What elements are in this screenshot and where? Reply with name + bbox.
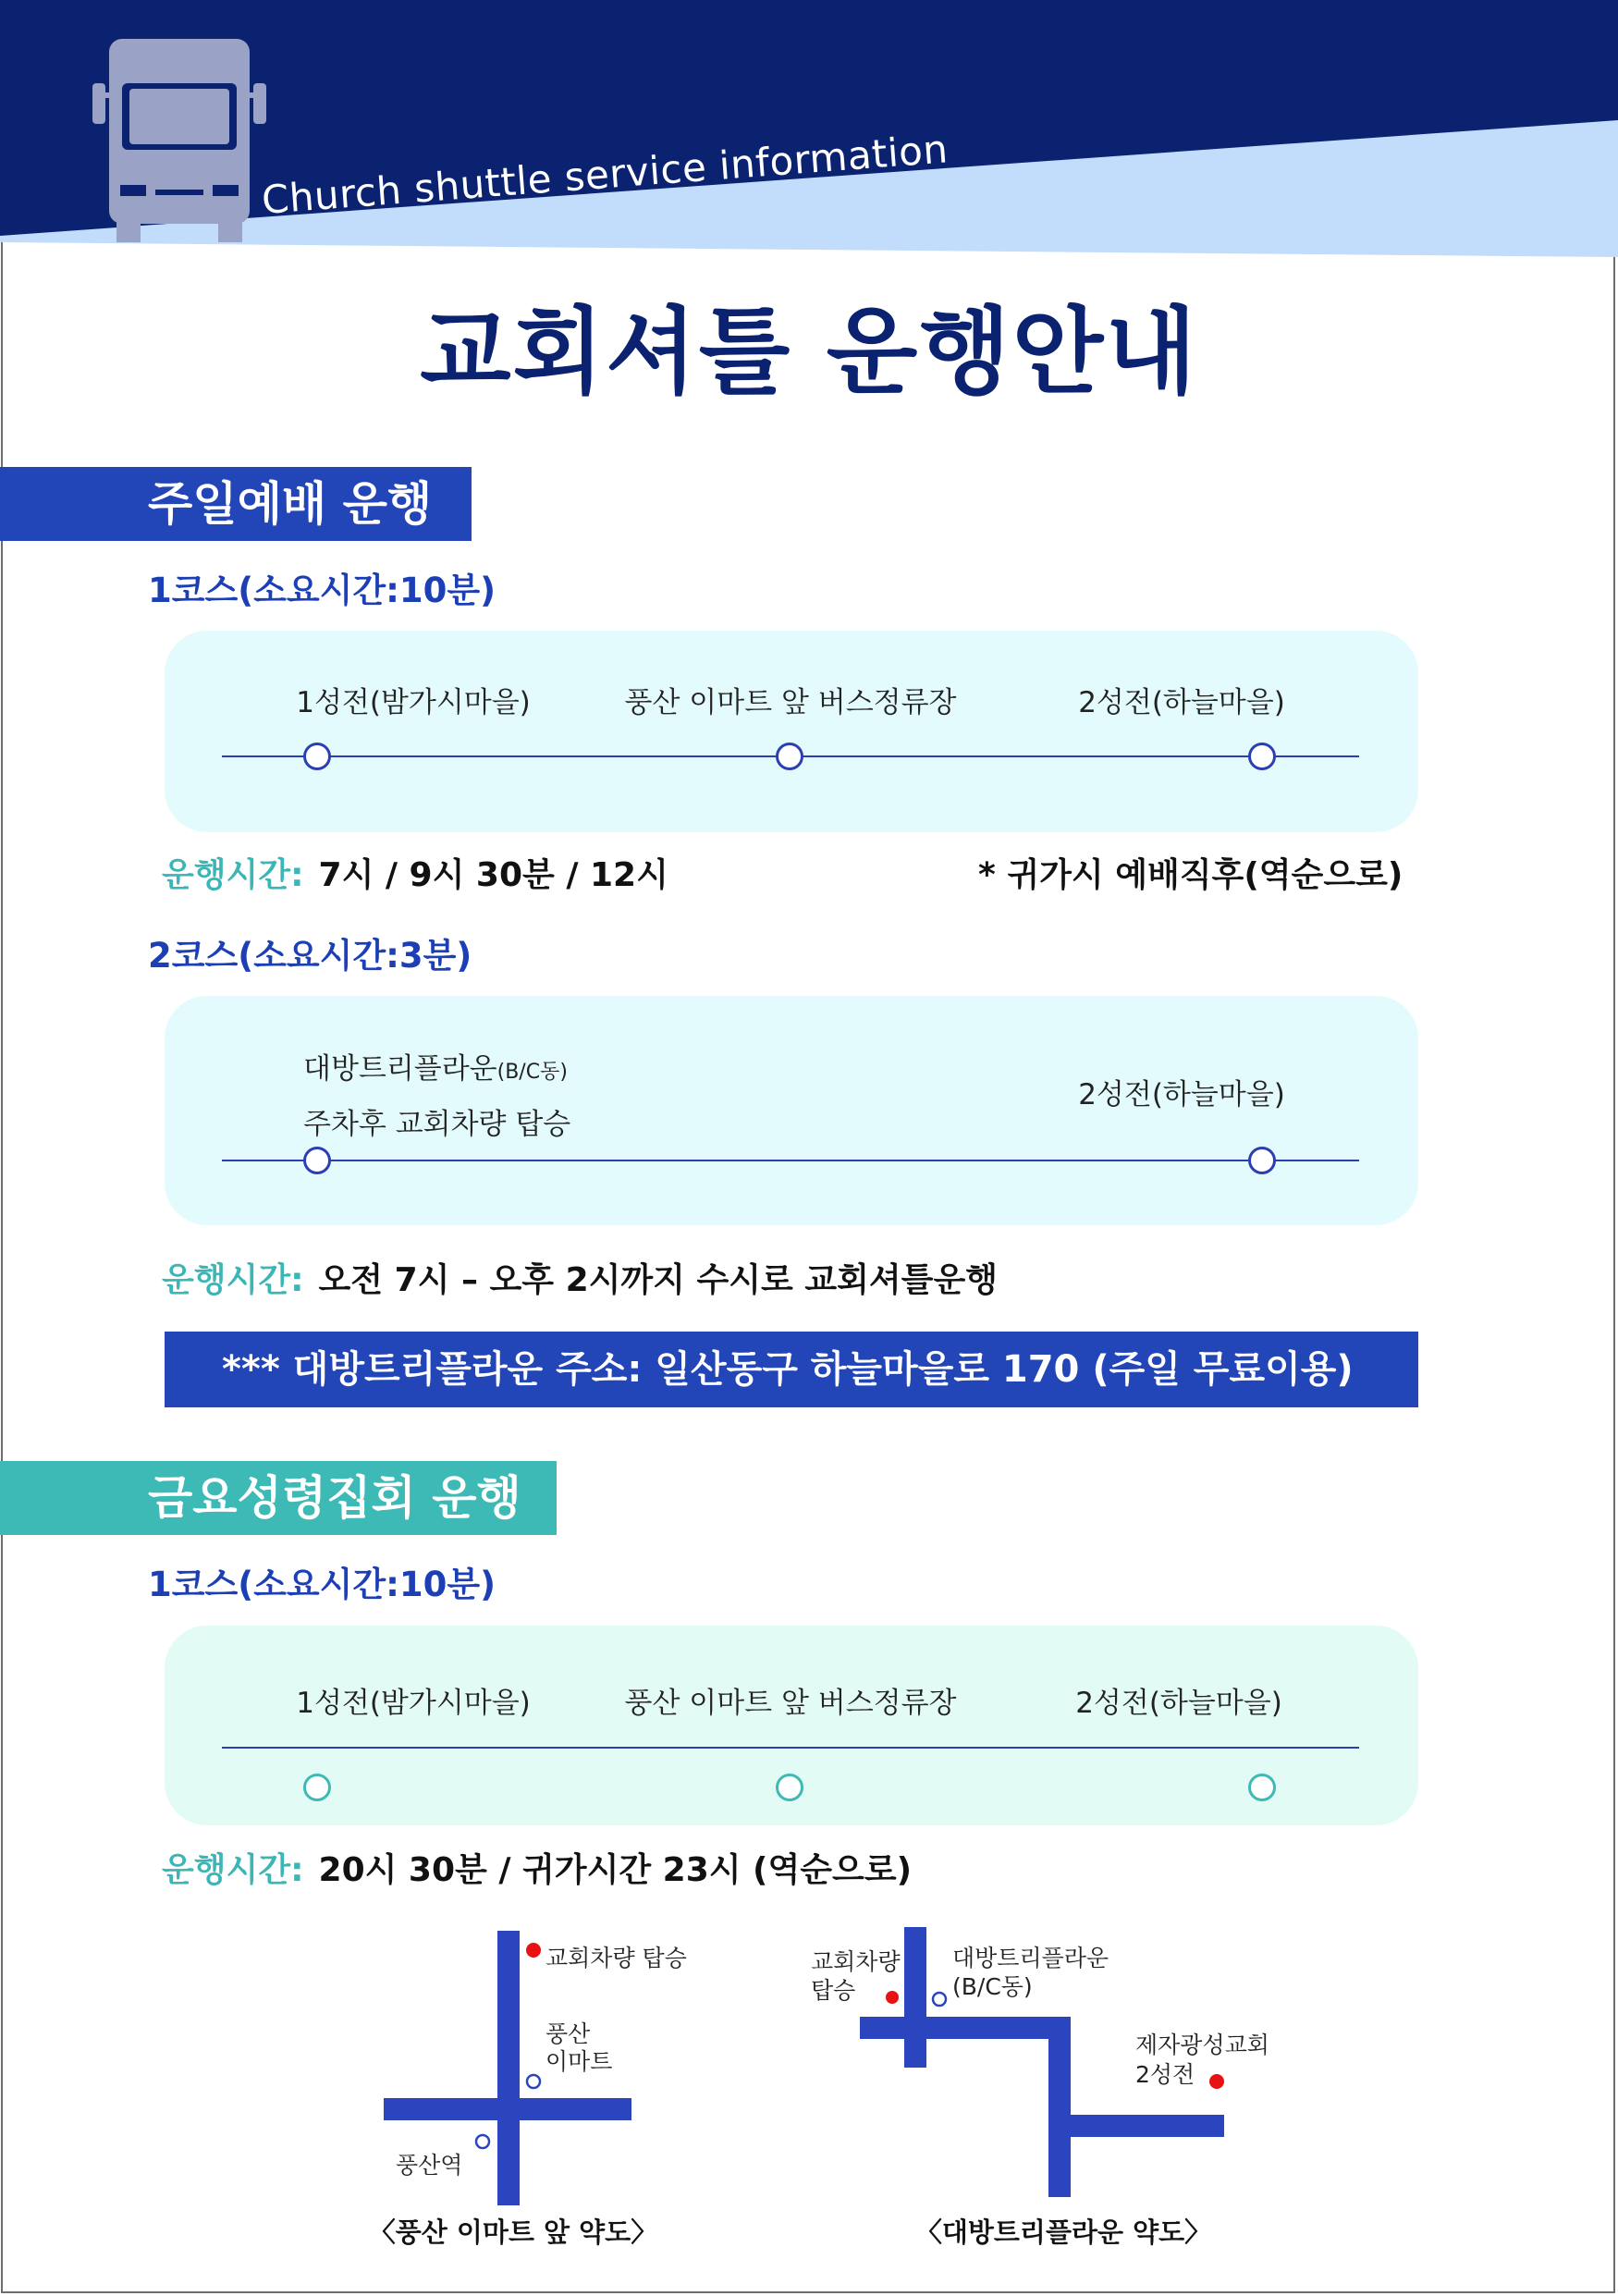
map-1-pickup-marker: [526, 1943, 541, 1958]
time-label: 운행시간:: [162, 1261, 304, 1299]
map-1-emart-marker: [527, 2075, 540, 2088]
map-2-church-label-line1: 제자광성교회: [1135, 2032, 1269, 2058]
map-2-church-marker: [1209, 2074, 1224, 2089]
map-1-station-marker: [476, 2135, 489, 2148]
friday-course1-route-line: [222, 1747, 1359, 1749]
route-stop-circle: [776, 743, 803, 770]
route-stop-circle: [303, 743, 331, 770]
map-1-caption: 〈풍산 이마트 앞 약도〉: [368, 2216, 658, 2248]
route-stop-circle: [1248, 743, 1276, 770]
page-title: 교회셔틀 운행안내: [420, 298, 1198, 408]
map-1-emart-label-line2: 이마트: [545, 2048, 613, 2075]
friday-course1-stop-1: 1성전(밤가시마을): [296, 1687, 531, 1720]
map-1-emart-label-line1: 풍산: [545, 2020, 591, 2047]
map-2-apt-label-line1: 대방트리플라운: [952, 1945, 1109, 1971]
sunday-course2-stop-2: 2성전(하늘마을): [1078, 1078, 1285, 1111]
return-note: * 귀가시 예배직후(역순으로): [978, 856, 1403, 894]
address-note-bar: *** 대방트리플라운 주소: 일산동구 하늘마을로 170 (주일 무료이용): [165, 1332, 1418, 1407]
route-stop-circle: [1248, 1774, 1276, 1801]
sunday-course1-stop-3: 2성전(하늘마을): [1078, 686, 1285, 719]
sunday-course1-route-box: [165, 631, 1418, 832]
map-1-station-label: 풍산역: [396, 2152, 463, 2179]
sunday-course1-stop-2: 풍산 이마트 앞 버스정류장: [624, 686, 957, 719]
route-stop-circle: [776, 1774, 803, 1801]
time-value: 7시 / 9시 30분 / 12시: [318, 856, 668, 894]
sunday-course2-time: [162, 1254, 998, 1301]
map-2-pickup-marker: [886, 1991, 899, 2004]
sunday-course2-stop-1-note: 주차후 교회차량 탑승: [303, 1108, 571, 1141]
sunday-course2-title: 2코스(소요시간:3분): [148, 936, 472, 976]
time-label: 운행시간:: [162, 1851, 304, 1889]
time-value: 20시 30분 / 귀가시간 23시 (역순으로): [318, 1851, 913, 1889]
time-value: 오전 7시 – 오후 2시까지 수시로 교회셔틀운행: [318, 1261, 999, 1299]
sunday-course2-route-line: [222, 1160, 1359, 1161]
section-title-friday: 금요성령집회 운행: [0, 1461, 557, 1535]
map-2-pickup-label-line1: 교회차량: [811, 1948, 901, 1975]
time-label: 운행시간:: [162, 856, 304, 894]
route-stop-circle: [1248, 1147, 1276, 1174]
friday-course1-time: [162, 1844, 912, 1891]
header-banner: [0, 0, 1618, 268]
map-1-pickup-label: 교회차량 탑승: [545, 1945, 687, 1971]
friday-course1-stop-2: 풍산 이마트 앞 버스정류장: [624, 1687, 957, 1720]
friday-course1-stop-3: 2성전(하늘마을): [1075, 1687, 1282, 1720]
route-stop-circle: [303, 1147, 331, 1174]
sunday-course1-stop-1: 1성전(밤가시마을): [296, 686, 531, 719]
sunday-course2-stop-1: [303, 1045, 568, 1087]
stop-suffix: (B/C동): [496, 1061, 568, 1084]
map-2-pickup-label-line2: 탑승: [811, 1977, 856, 2004]
stop-name: 대방트리플라운: [303, 1052, 497, 1086]
route-stop-circle: [303, 1774, 331, 1801]
friday-course1-title: 1코스(소요시간:10분): [148, 1565, 496, 1604]
sunday-course1-time: [162, 849, 668, 896]
map-2-apt-marker: [933, 1993, 946, 2006]
sunday-course1-title: 1코스(소요시간:10분): [148, 571, 496, 610]
shuttle-truck-icon: [92, 39, 266, 242]
map-2-apt-label-line2: (B/C동): [952, 1973, 1033, 2000]
section-title-sunday: 주일예배 운행: [0, 467, 472, 541]
map-2-church-label-line2: 2성전: [1135, 2061, 1195, 2088]
map-2-caption: 〈대방트리플라운 약도〉: [914, 2216, 1212, 2248]
map-diagrams: [0, 1914, 1618, 2219]
header-subtitle: Church shuttle service information: [260, 126, 950, 223]
